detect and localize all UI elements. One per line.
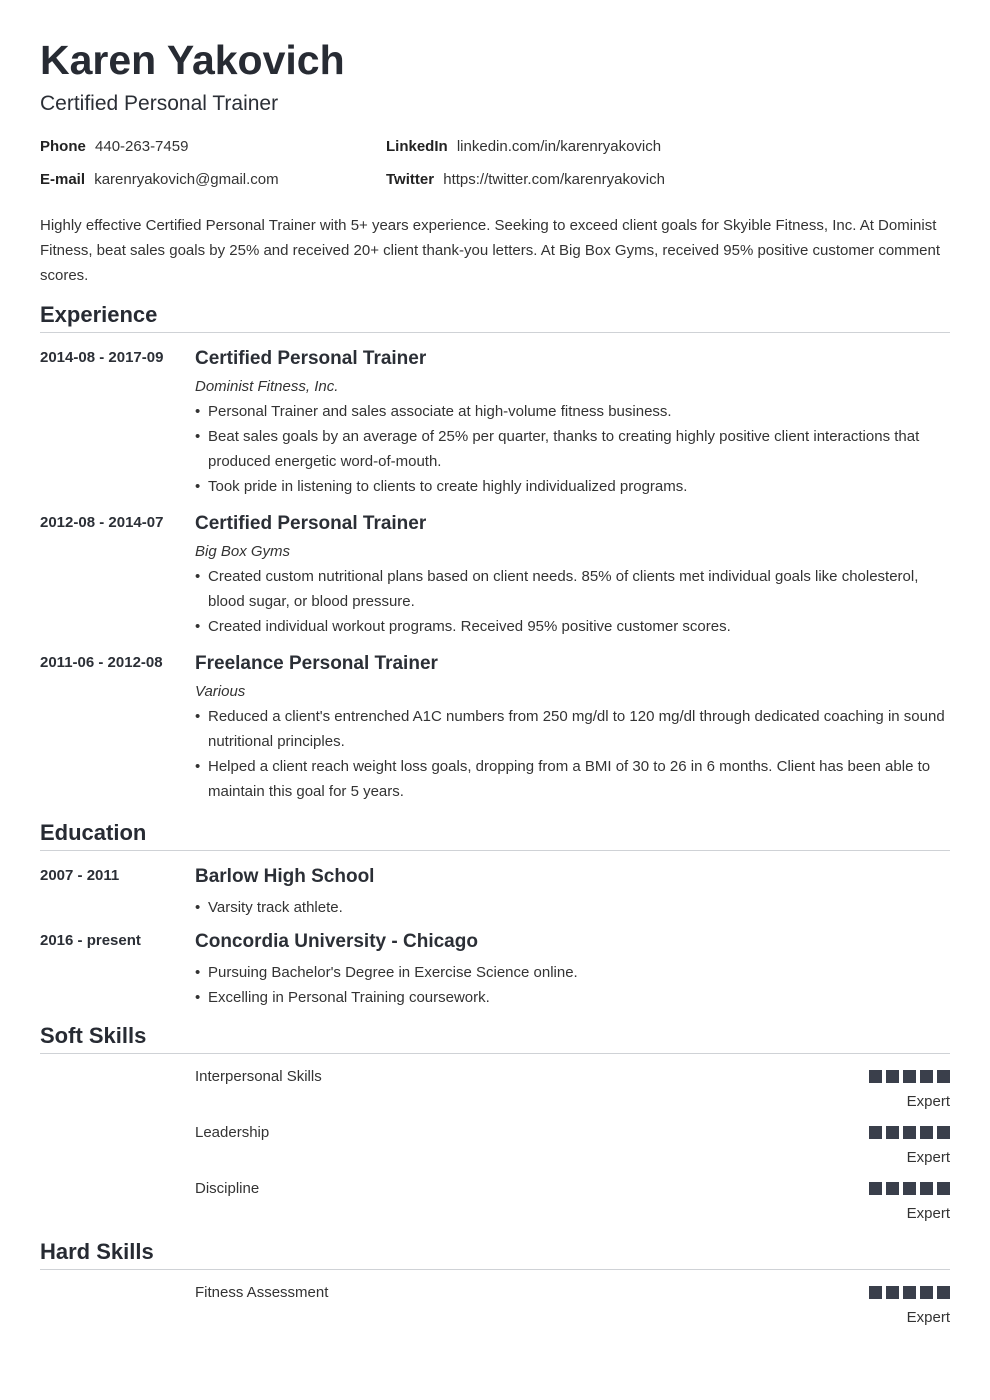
candidate-title: Certified Personal Trainer: [40, 92, 279, 115]
rating-square-filled: [937, 1286, 950, 1299]
entry-dates: 2016 - present: [40, 932, 141, 949]
linkedin-label: LinkedIn: [386, 138, 448, 155]
rating-square-filled: [937, 1126, 950, 1139]
rating-square-filled: [937, 1182, 950, 1195]
rating-square-filled: [869, 1070, 882, 1083]
rating-square-filled: [886, 1070, 899, 1083]
rating-square-filled: [903, 1126, 916, 1139]
education-heading: Education: [40, 819, 950, 851]
twitter-label: Twitter: [386, 171, 435, 188]
skill-rating: [869, 1070, 950, 1083]
rating-square-filled: [869, 1126, 882, 1139]
entry-organization: Big Box Gyms: [195, 543, 291, 560]
entry-organization: Dominist Fitness, Inc.: [195, 378, 339, 395]
skill-name: Leadership: [195, 1124, 270, 1141]
skill-level: Expert: [906, 1149, 950, 1166]
phone-label: Phone: [40, 138, 86, 155]
rating-square-filled: [886, 1286, 899, 1299]
rating-square-filled: [903, 1286, 916, 1299]
bullet-item: • Excelling in Personal Training coursework.: [195, 985, 950, 1010]
entry-dates: 2011-06 - 2012-08: [40, 654, 163, 671]
skill-rating: [869, 1126, 950, 1139]
entry-title: Freelance Personal Trainer: [195, 653, 438, 674]
skill-rating: [869, 1182, 950, 1195]
rating-square-filled: [886, 1182, 899, 1195]
bullet-item: • Took pride in listening to clients to create highly individualized programs.: [195, 474, 950, 499]
skill-rating: [869, 1286, 950, 1299]
contact-phone: [40, 137, 188, 157]
entry-dates: 2012-08 - 2014-07: [40, 514, 164, 531]
email-label: E-mail: [40, 171, 86, 188]
rating-square-filled: [920, 1070, 933, 1083]
entry-title: Certified Personal Trainer: [195, 513, 427, 534]
contact-linkedin: [386, 137, 661, 157]
skill-name: Fitness Assessment: [195, 1284, 329, 1301]
entry-title: Barlow High School: [195, 866, 375, 887]
bullet-item: • Personal Trainer and sales associate at high-volume fitness business.: [195, 399, 950, 424]
soft-skills-heading: Soft Skills: [40, 1022, 950, 1054]
entry-title: Concordia University - Chicago: [195, 931, 478, 952]
education-entry: [40, 929, 950, 1010]
hard-skills-heading: Hard Skills: [40, 1238, 950, 1270]
rating-square-filled: [920, 1126, 933, 1139]
entry-organization: Various: [195, 683, 246, 700]
rating-square-filled: [903, 1182, 916, 1195]
entry-title: Certified Personal Trainer: [195, 348, 427, 369]
experience-entry: [40, 651, 950, 804]
experience-entry: [40, 511, 950, 639]
entry-dates: 2014-08 - 2017-09: [40, 349, 164, 366]
bullet-item: • Created individual workout programs. Received 95% positive customer scores.: [195, 614, 950, 639]
bullet-item: • Pursuing Bachelor's Degree in Exercise Science online.: [195, 960, 950, 985]
twitter-link[interactable]: https://twitter.com/karenryakovich: [443, 171, 665, 188]
skill-level: Expert: [906, 1309, 950, 1326]
linkedin-link[interactable]: linkedin.com/in/karenryakovich: [456, 138, 662, 155]
rating-square-filled: [920, 1286, 933, 1299]
bullet-item: • Helped a client reach weight loss goals, dropping from a BMI of 30 to 26 in 6 months. Client has been able to maintain this goal for 5 years.: [195, 754, 950, 804]
contact-email: [40, 170, 279, 190]
rating-square-filled: [886, 1126, 899, 1139]
contact-twitter: [386, 170, 665, 190]
entry-bullets: [195, 399, 950, 499]
entry-dates: 2007 - 2011: [40, 867, 120, 884]
profile-summary: Highly effective Certified Personal Trainer with 5+ years experience. Seeking to exceed client goals for Skyible Fitness, Inc. At Dominist Fitness, beat sales goals by 25% and received 20+ client thank-you letters. At Big Box Gyms, received 95% positive customer comment scores.: [40, 217, 941, 284]
email-link[interactable]: karenryakovich@gmail.com: [94, 171, 279, 188]
rating-square-filled: [869, 1286, 882, 1299]
bullet-item: • Varsity track athlete.: [195, 895, 950, 920]
experience-heading: Experience: [40, 301, 950, 333]
bullet-item: • Beat sales goals by an average of 25% per quarter, thanks to creating highly positive client interactions that produced energetic word-of-mouth.: [195, 424, 950, 474]
bullet-item: • Reduced a client's entrenched A1C numbers from 250 mg/dl to 120 mg/dl through dedicated coaching in sound nutritional principles.: [195, 704, 950, 754]
education-entry: [40, 864, 950, 920]
entry-bullets: [195, 960, 950, 1010]
rating-square-filled: [903, 1070, 916, 1083]
phone-value[interactable]: 440-263-7459: [95, 138, 189, 155]
entry-bullets: [195, 704, 950, 804]
bullet-item: • Created custom nutritional plans based on client needs. 85% of clients met individual goals like cholesterol, blood sugar, or blood pressure.: [195, 564, 950, 614]
experience-entry: [40, 346, 950, 499]
entry-bullets: [195, 564, 950, 639]
skill-name: Interpersonal Skills: [195, 1068, 322, 1085]
skill-level: Expert: [906, 1205, 950, 1222]
candidate-name: Karen Yakovich: [40, 37, 345, 83]
rating-square-filled: [937, 1070, 950, 1083]
skill-level: Expert: [906, 1093, 950, 1110]
rating-square-filled: [869, 1182, 882, 1195]
skill-name: Discipline: [195, 1180, 260, 1197]
entry-bullets: [195, 895, 950, 920]
rating-square-filled: [920, 1182, 933, 1195]
